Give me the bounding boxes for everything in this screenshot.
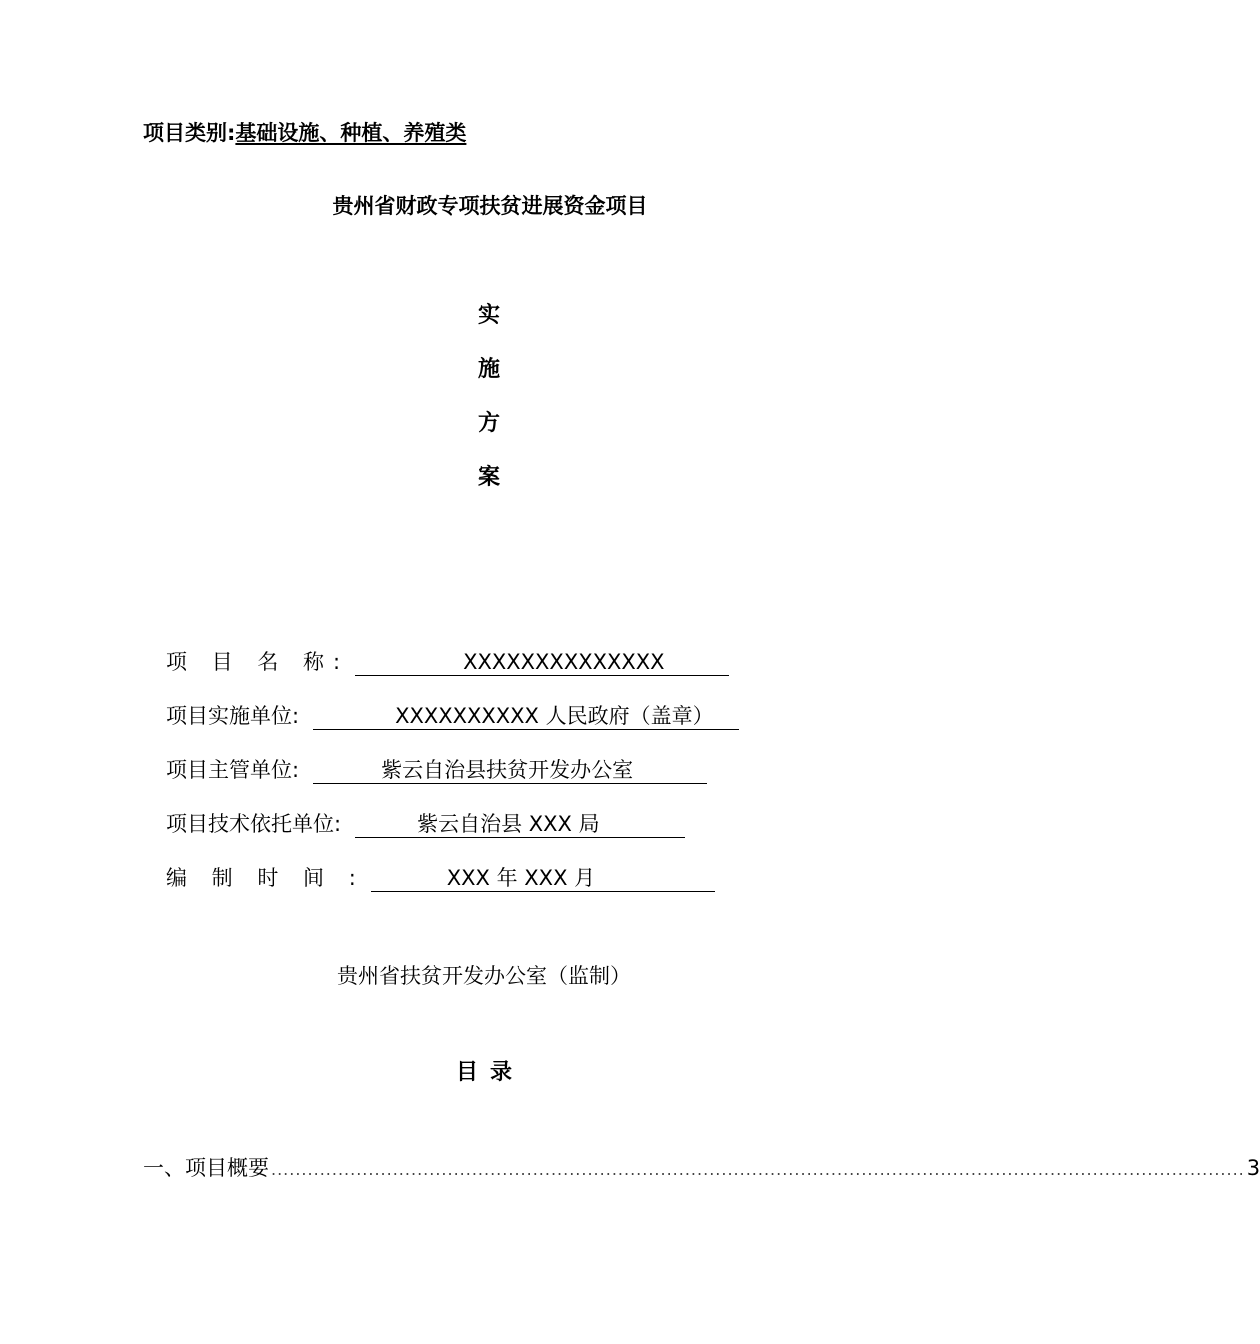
implementing-unit-row xyxy=(166,700,739,730)
toc-item-title: 一、项目概要 xyxy=(143,1156,269,1180)
project-name-value: XXXXXXXXXXXXXX xyxy=(355,650,729,676)
doc-type-char-2: 施 xyxy=(477,357,500,382)
compile-time-value: XXX 年 XXX 月 xyxy=(371,866,715,892)
supervising-unit-value: 紫云自治县扶贫开发办公室 xyxy=(313,758,707,784)
supervisor-line: 贵州省扶贫开发办公室（监制） xyxy=(337,964,631,988)
supervising-unit-row xyxy=(166,754,707,784)
project-name-row xyxy=(166,646,729,676)
technical-unit-label: 项目技术依托单位: xyxy=(166,812,342,836)
toc-leader-dots: ................................................................................................................................................................ xyxy=(271,1160,1245,1179)
implementing-unit-label: 项目实施单位: xyxy=(166,704,300,728)
toc-item-page: 3 xyxy=(1246,1156,1260,1180)
supervising-unit-label: 项目主管单位: xyxy=(166,758,300,782)
doc-type-char-4: 案 xyxy=(477,465,500,490)
category-label: 项目类别: xyxy=(143,121,236,145)
implementing-unit-value: XXXXXXXXXX 人民政府（盖章） xyxy=(313,704,739,730)
toc-item[interactable] xyxy=(143,1152,1260,1182)
doc-type-char-3: 方 xyxy=(477,411,500,436)
toc-heading: 目录 xyxy=(455,1060,524,1085)
doc-type-char-1: 实 xyxy=(477,303,500,328)
category-value: 基础设施、种植、养殖类 xyxy=(235,121,467,145)
document-title: 贵州省财政专项扶贫进展资金项目 xyxy=(332,194,648,218)
compile-time-row xyxy=(166,862,715,892)
project-name-label: 项 目 名 称: xyxy=(166,650,350,674)
technical-unit-row xyxy=(166,808,685,838)
compile-time-label: 编 制 时 间 : xyxy=(166,866,365,890)
technical-unit-value: 紫云自治县 XXX 局 xyxy=(355,812,685,838)
project-category xyxy=(143,117,466,147)
